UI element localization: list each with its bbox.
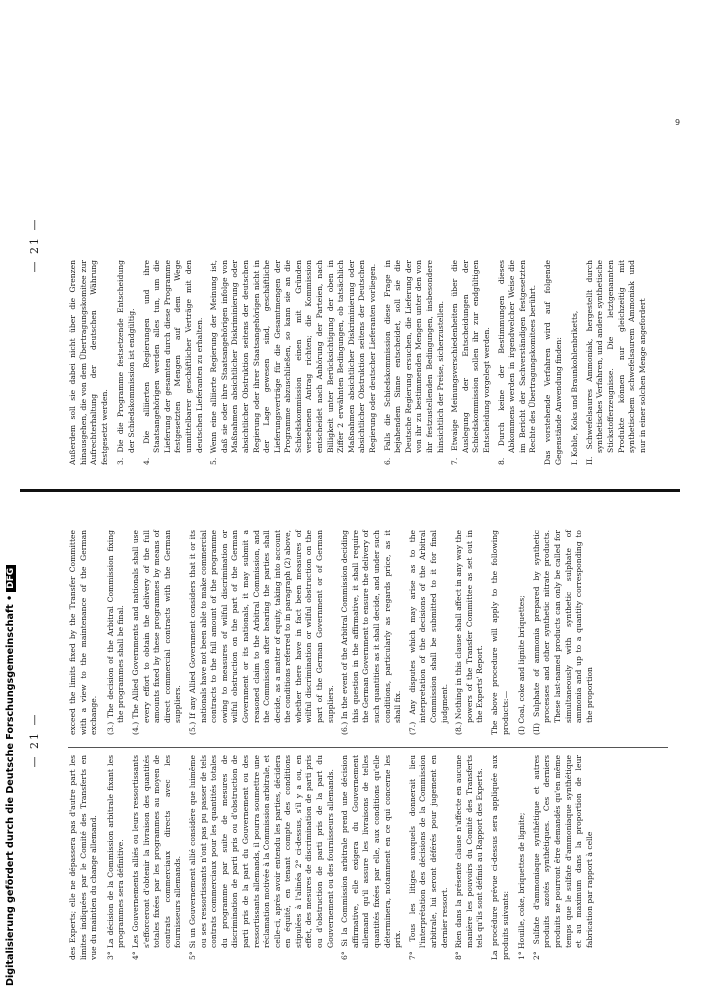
clause-3: (3.) The decision of the Arbitral Commission fixing the programmes shall be final. [105, 530, 126, 735]
page-number: — 21 — [28, 217, 41, 273]
column-divider [68, 747, 668, 748]
paragraph: exceed the limits fixed by the Transfer Committee with a view to the maintenance of the German exchange. [68, 530, 99, 735]
clause-7: 7° Tous les litiges auxquels donnerait lieu l'interprétation des décisions de la Commission arbitrale, lui seront déférés pour jugement en dernier ressort. [407, 755, 449, 960]
page-gutter-rule [20, 489, 680, 492]
procedure-intro: The above procedure will apply to the following products:— [489, 530, 510, 735]
product-2: II. Schwefelsaures Ammoniak, hergestellt durch synthetisches Verfahren, und andere synthetische Stickstofferzeugnisse. Die letztgenannten Produkte können nur gleichzeitig mit synthetischem schwefelsaurem Ammoniak und nur in einer solchen Menge angefordert [584, 260, 647, 465]
clause-7: (7.) Any disputes which may arise as to the interpretation of the decisions of the Arbitral Commission shall be submitted to it for final judgment. [407, 530, 449, 735]
german-column [68, 260, 652, 465]
two-column-body [68, 520, 688, 960]
corner-page-number: 9 [675, 118, 681, 127]
english-column [68, 530, 599, 735]
paragraph: des Experts; elle ne dépassera pas d'autre part les limites indiquées par le Comité des Transferts en vue du maintien du change allemand. [68, 755, 99, 960]
french-column [68, 755, 599, 960]
clause-3: 3. Die die Programme festsetzende Entscheidung der Schiedskommission ist endgültig. [116, 260, 136, 465]
clause-6: 6. Falls die Schiedskommission diese Frage in bejahendem Sinne entscheidet, soll sie die Deutsche Regierung ersuchen, die Lieferung der von ihr zu bestimmenden Mengen unter den von ihr festzustellenden Bedingungen, insbesondere hinsichtlich der Preise, sicherzustellen. [382, 260, 445, 465]
clause-4: (4.) The Allied Governments and nationals shall use every effort to obtain the delivery of the full amounts fixed by these programmes by means of direct commercial contracts with the German suppliers. [130, 530, 183, 735]
clause-6: 6° Si la Commission arbitrale prend une décision affirmative, elle exigera du Gouvernement allemand qu'il assure les livraisons de telles quantités fixées par elle, aux conditions qu'elle déterminera, notamment en ce qui concerne les prix. [340, 755, 403, 960]
clause-5: 5° Si un Gouvernement allié considère que luimême ou ses ressortissants n'ont pas pu passer de tels contrats commerciaux pour les quantités totales du programme par suite de mesures de discrimination de parti pris ou d'obstruction de parti pris de la part du Gouvernement ou des ressortissants allemands, il pourra soumettre une réclamation motivée à la Commission arbitrale, et celle-ci, après avoir entendu les parties, décidera en équité, en tenant compte des conditions stipulées à l'alinéa 2° ci-dessus, s'il y a ou, en effet, des mesures de discrimination de parti pris ou d'obstruction de parti pris de la part du Gouvernement ou des fournisseurs allemands. [187, 755, 335, 960]
page-number: — 21 — [28, 712, 41, 768]
clause-5: (5.) If any Allied Government considers that it or its nationals have not been able to make commercial contracts to the full amount of the programme owing to measures of wilful discrimination or wilful obstruction on the part of the German Government or its nationals, it may submit a reasoned claim to the Arbitral Commission, and the Commission after hearing the parties shall decide, as a matter of equity, taking into account the conditions referred to in paragraph (2) above, whether there have in fact been measures of wilful discrimination or wilful obstruction on the part of the German Government or of German suppliers. [187, 530, 335, 735]
product-2: (II) Sulphate of ammonia prepared by synthetic processes and other synthetic nitrate products. These last-named products can only be called for simultaneously with synthetic sulphate of ammonia and up to a quantity corresponding to the proportion [531, 530, 594, 735]
clause-5: 5. Wenn eine alliierte Regierung der Meinung ist, daß sie oder ihre Staatsangehörigen infolge von Maßnahmen absichtlicher Diskriminierung oder absichtlicher Obstruktion seitens der deutschen Regierung oder ihrer Staatsangehörigen nicht in der Lage gewesen sind, geschäftliche Lieferungsverträge für die Gesamtmengen der Programme abzuschließen, so kann sie an die Schiedskommission einen mit Gründen versehenen Antrag richten; die Kommission entscheidet nach Anhörung der Parteien, nach Billigkeit unter Berücksichtigung der oben in Ziffer 2 erwähnten Bedingungen, ob tatsächlich Maßnahmen absichtlicher Diskriminierung oder absichtlicher Obstruktion seitens der Deutschen Regierung oder deutscher Lieferanten vorliegen. [209, 260, 378, 465]
procedure-intro: Das vorstehende Verfahren wird auf folgende Gegenstände Anwendung finden: [542, 260, 563, 465]
product-1: I. Kohle, Koks und Braunkohlenbriketts, [570, 310, 580, 465]
clause-3: 3° La décision de la Commission arbitrale fixant les programmes sera définitive. [105, 755, 126, 960]
clause-7: 7. Etwaige Meinungsverschiedenheiten über die Auslegung der Entscheidungen der Schiedskommission sollen ihr zur endgültigen Entscheidung vorgelegt werden. [450, 260, 491, 465]
clause-8: (8.) Nothing in this clause shall affect in any way the powers of the Transfer Committee as set out in the Experts' Report. [454, 530, 485, 735]
clause-8: 8. Durch keine der Bestimmungen dieses Abkommens werden in irgendwelcher Weise die im Bericht der Sachverständigen festgesetzten Rechte des Übertragungskomitees berührt. [496, 260, 538, 465]
clause-6: (6.) In the event of the Arbitral Commission deciding this question in the affirmative, it shall require the German Government to ensure the delivery of such quantities as it shall decide, and under such conditions, particularly as regards price, as it shall fix. [340, 530, 403, 735]
clause-8: 8° Rien dans la présente clause n'affecte en aucune manière les pouvoirs du Comité des Transferts tels qu'ils sont définis au Rapport des Experts. [454, 755, 485, 960]
paragraph: Außerdem soll sie dabei nicht über die Grenzen hinausgehen, die von dem Übertragungskomitee zur Aufrechterhaltung der deutschen Währung festgesetzt werden. [68, 260, 109, 465]
procedure-intro: La procédure prévue ci-dessus sera appliquée aux produits suivants: [489, 755, 510, 960]
product-1: (I) Coal, coke and lignite briquettes; [517, 595, 527, 735]
clause-4: 4° Les Gouvernements alliés ou leurs ressortissants s'efforceront d'obtenir la livraison des quantités totales fixées par les programmes au moyen de contrats commerciaux directs avec les fournisseurs allemands. [130, 755, 183, 960]
dfg-logo-badge: DFG [6, 565, 16, 592]
product-1: 1° Houille, coke, briquettes de lignite; [517, 812, 527, 960]
digitization-credit [5, 565, 16, 986]
single-column-body [68, 25, 688, 465]
clause-4: 4. Die alliierten Regierungen und ihre Staatsangehörigen werden alles tun, um die Lieferung der gesamten durch diese Programme festgesetzten Mengen auf dem Wege unmittelbarer geschäftlicher Verträge mit den deutschen Lieferanten zu erhalten. [141, 260, 204, 465]
credit-text: Digitalisierung gefördert durch die Deutsche Forschungsgemeinschaft • [5, 594, 16, 986]
product-2: 2° Sulfate d'ammoniaque synthétique et autres produits azotés synthétiques. Ces derniers produits ne pourront être demandés qu'en même temps que le sulfate d'ammoniaque synthétique et au maximum dans la proportion de leur fabrication par rapport à celle [531, 755, 594, 960]
